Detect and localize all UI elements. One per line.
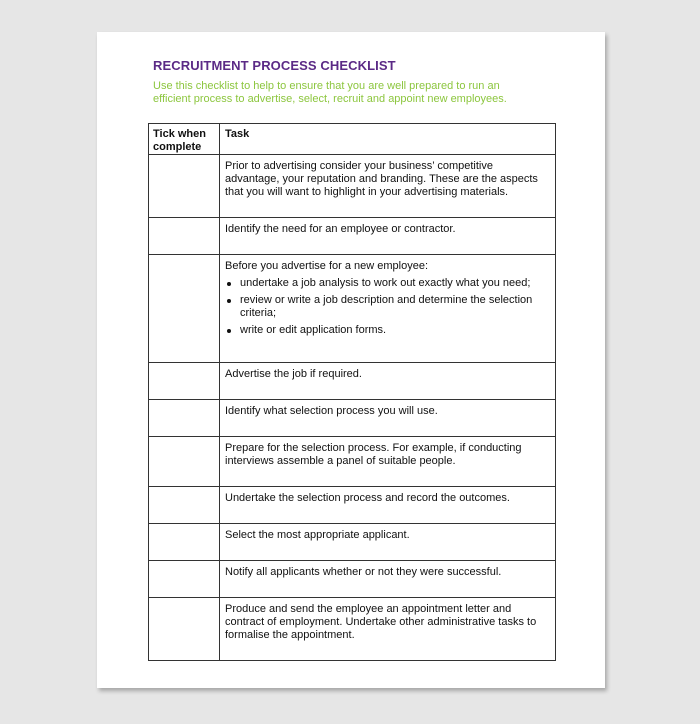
intro-line: Use this checklist to help to ensure that you are well prepared to run an — [153, 80, 500, 92]
table-row — [149, 561, 556, 598]
task-cell — [220, 598, 556, 661]
tick-cell[interactable] — [149, 363, 220, 400]
bullet-text: write or edit application forms. — [240, 324, 387, 336]
tick-cell[interactable] — [149, 255, 220, 363]
task-cell — [220, 255, 556, 363]
intro-line: efficient process to advertise, select, recruit and appoint new employees. — [153, 93, 507, 105]
task-text: interviews assemble a panel of suitable people. — [225, 455, 456, 467]
task-text: Notify all applicants whether or not they were successful. — [225, 566, 502, 578]
table-row — [149, 155, 556, 218]
task-text: Identify the need for an employee or contractor. — [225, 223, 456, 235]
task-text: formalise the appointment. — [225, 629, 355, 641]
document-title: RECRUITMENT PROCESS CHECKLIST — [153, 58, 396, 73]
tick-cell[interactable] — [149, 598, 220, 661]
table-row — [149, 598, 556, 661]
table-row — [149, 363, 556, 400]
tick-cell[interactable] — [149, 155, 220, 218]
tick-cell[interactable] — [149, 561, 220, 598]
table-row — [149, 487, 556, 524]
task-cell — [220, 363, 556, 400]
bullet-item — [225, 324, 547, 337]
table-row — [149, 255, 556, 363]
task-text: advantage, your reputation and branding. These are the aspects — [225, 173, 538, 185]
header-tick-when-complete — [149, 124, 220, 155]
task-text: Prepare for the selection process. For example, if conducting — [225, 442, 522, 454]
task-cell — [220, 155, 556, 218]
tick-cell[interactable] — [149, 218, 220, 255]
document-page — [97, 32, 605, 688]
header-tick-line: complete — [153, 141, 202, 153]
task-cell — [220, 524, 556, 561]
task-text: Produce and send the employee an appointment letter and — [225, 603, 512, 615]
bullet-text: criteria; — [240, 307, 277, 319]
table-row — [149, 400, 556, 437]
task-text: Before you advertise for a new employee: — [225, 260, 429, 272]
tick-cell[interactable] — [149, 524, 220, 561]
task-text: Select the most appropriate applicant. — [225, 529, 410, 541]
task-text: contract of employment. Undertake other administrative tasks to — [225, 616, 537, 628]
table-row — [149, 218, 556, 255]
header-row — [149, 124, 556, 155]
bullet-text: review or write a job description and determine the selection — [240, 294, 533, 306]
header-tick-line: Tick when — [153, 128, 206, 140]
table-row — [149, 524, 556, 561]
task-cell — [220, 561, 556, 598]
task-cell — [220, 400, 556, 437]
tick-cell[interactable] — [149, 400, 220, 437]
bullet-text: undertake a job analysis to work out exactly what you need; — [240, 277, 531, 289]
task-text: Identify what selection process you will use. — [225, 405, 438, 417]
checklist-table — [148, 123, 556, 661]
header-task: Task — [220, 124, 556, 155]
tick-cell[interactable] — [149, 487, 220, 524]
task-text: Undertake the selection process and record the outcomes. — [225, 492, 510, 504]
task-text: Advertise the job if required. — [225, 368, 362, 380]
task-cell — [220, 218, 556, 255]
table-row — [149, 437, 556, 487]
intro-text — [153, 80, 553, 106]
bullet-item — [225, 294, 547, 320]
tick-cell[interactable] — [149, 437, 220, 487]
task-cell — [220, 487, 556, 524]
task-text: Prior to advertising consider your business’ competitive — [225, 160, 493, 172]
task-cell — [220, 437, 556, 487]
task-text: that you will want to highlight in your advertising materials. — [225, 186, 509, 198]
bullet-item — [225, 277, 547, 290]
